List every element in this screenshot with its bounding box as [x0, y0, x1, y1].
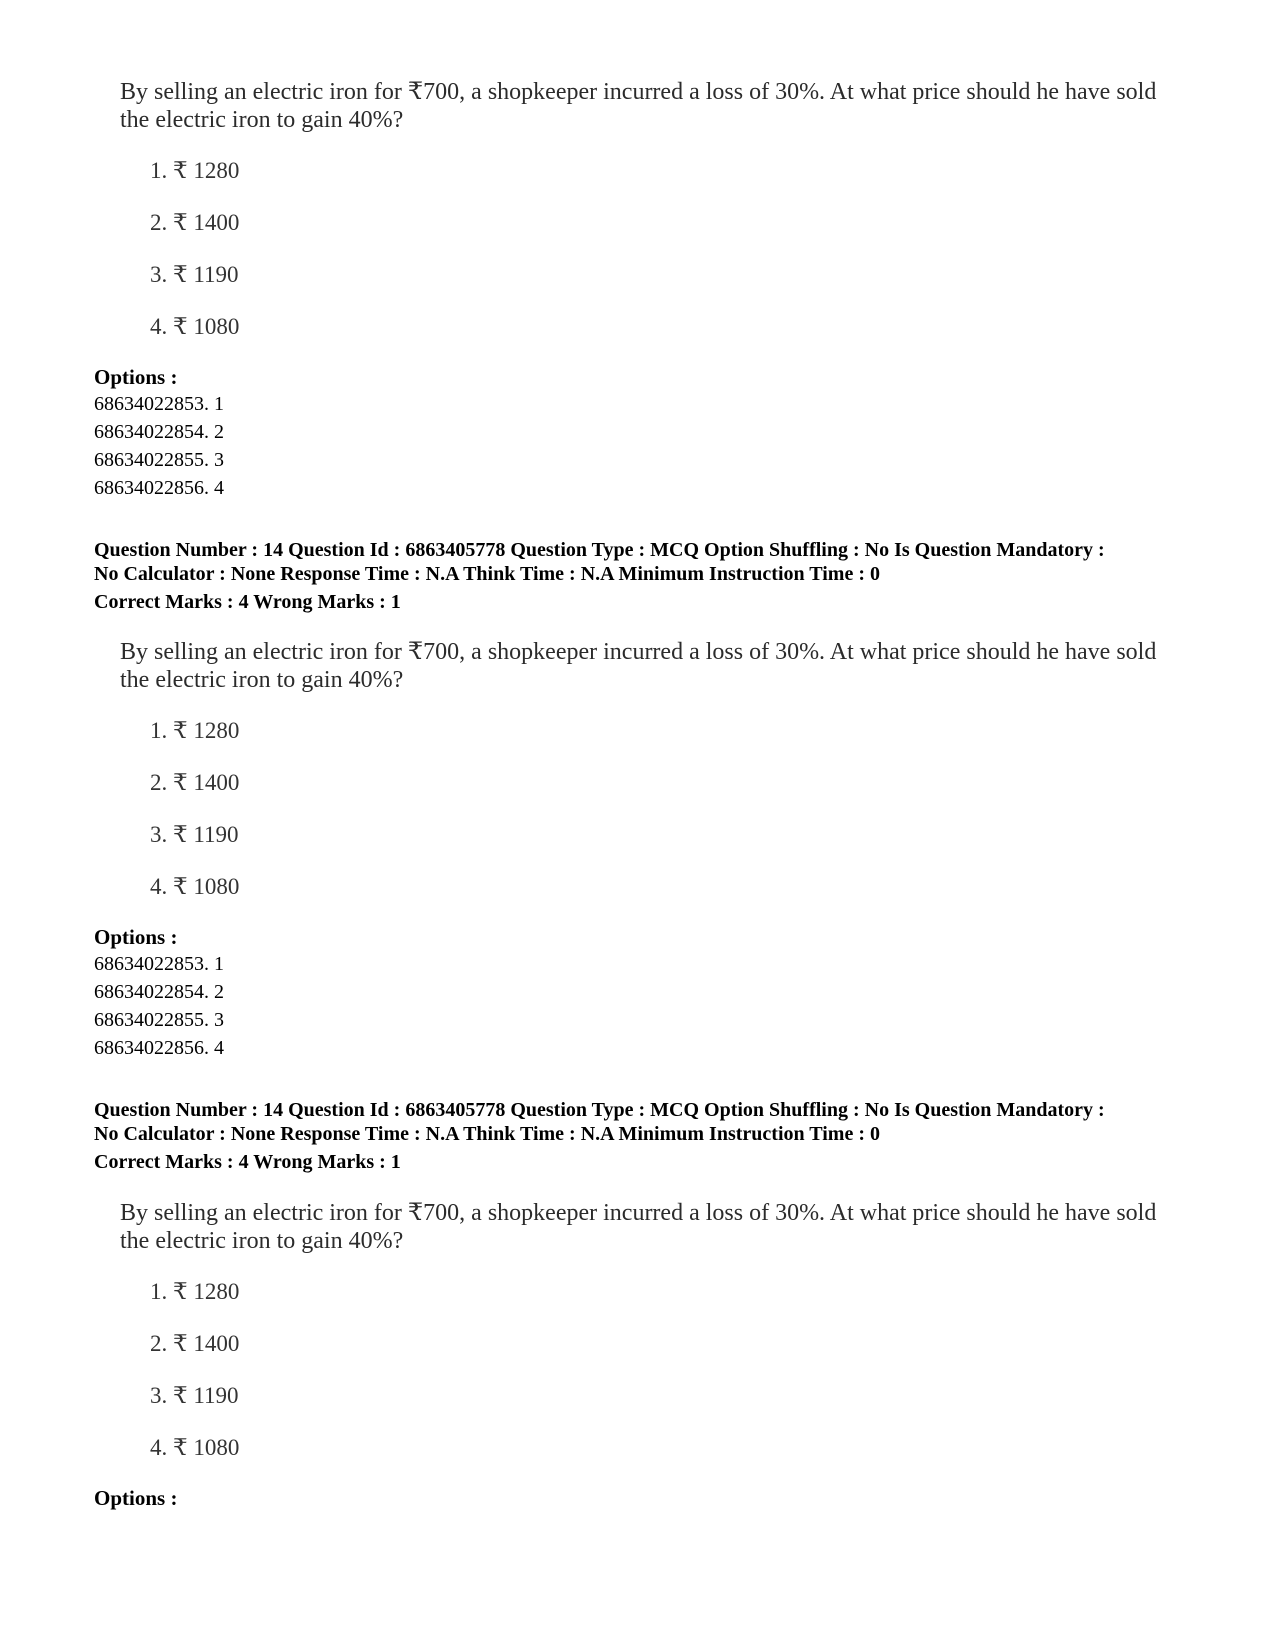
- answer-choice: 4. ₹ 1080: [150, 874, 240, 899]
- option-id-line: 68634022853. 1: [94, 393, 224, 415]
- options-label: Options :: [94, 1486, 178, 1510]
- question-meta-line: Question Number : 14 Question Id : 6863405778 Question Type : MCQ Option Shuffling : No Is Question Mandatory :: [94, 539, 1105, 561]
- answer-choice: 3. ₹ 1190: [150, 262, 239, 287]
- option-id-line: 68634022855. 3: [94, 449, 224, 471]
- answer-choice: 3. ₹ 1190: [150, 822, 239, 847]
- option-id-line: 68634022853. 1: [94, 953, 224, 975]
- option-id-line: 68634022854. 2: [94, 981, 224, 1003]
- question-meta-line: Question Number : 14 Question Id : 6863405778 Question Type : MCQ Option Shuffling : No Is Question Mandatory :: [94, 1099, 1105, 1121]
- answer-choice: 3. ₹ 1190: [150, 1383, 239, 1408]
- option-id-line: 68634022854. 2: [94, 421, 224, 443]
- answer-choice: 1. ₹ 1280: [150, 1279, 240, 1304]
- question-meta-line: No Calculator : None Response Time : N.A Think Time : N.A Minimum Instruction Time : 0: [94, 1123, 880, 1145]
- answer-choice: 2. ₹ 1400: [150, 210, 240, 235]
- question-meta-line: No Calculator : None Response Time : N.A Think Time : N.A Minimum Instruction Time : 0: [94, 563, 880, 585]
- answer-choice: 4. ₹ 1080: [150, 314, 240, 339]
- question-text: By selling an electric iron for ₹700, a shopkeeper incurred a loss of 30%. At what price should he have sold the electric iron to gain 40%?: [120, 639, 1157, 693]
- question-text: By selling an electric iron for ₹700, a shopkeeper incurred a loss of 30%. At what price should he have sold the electric iron to gain 40%?: [120, 79, 1157, 133]
- option-id-line: 68634022856. 4: [94, 1037, 224, 1059]
- options-label: Options :: [94, 365, 178, 389]
- option-id-line: 68634022856. 4: [94, 477, 224, 499]
- question-text: By selling an electric iron for ₹700, a shopkeeper incurred a loss of 30%. At what price should he have sold the electric iron to gain 40%?: [120, 1200, 1157, 1254]
- answer-choice: 1. ₹ 1280: [150, 718, 240, 743]
- answer-choice: 1. ₹ 1280: [150, 158, 240, 183]
- answer-choice: 2. ₹ 1400: [150, 1331, 240, 1356]
- answer-choice: 2. ₹ 1400: [150, 770, 240, 795]
- marks-line: Correct Marks : 4 Wrong Marks : 1: [94, 1151, 401, 1173]
- options-label: Options :: [94, 925, 178, 949]
- answer-choice: 4. ₹ 1080: [150, 1435, 240, 1460]
- option-id-line: 68634022855. 3: [94, 1009, 224, 1031]
- marks-line: Correct Marks : 4 Wrong Marks : 1: [94, 591, 401, 613]
